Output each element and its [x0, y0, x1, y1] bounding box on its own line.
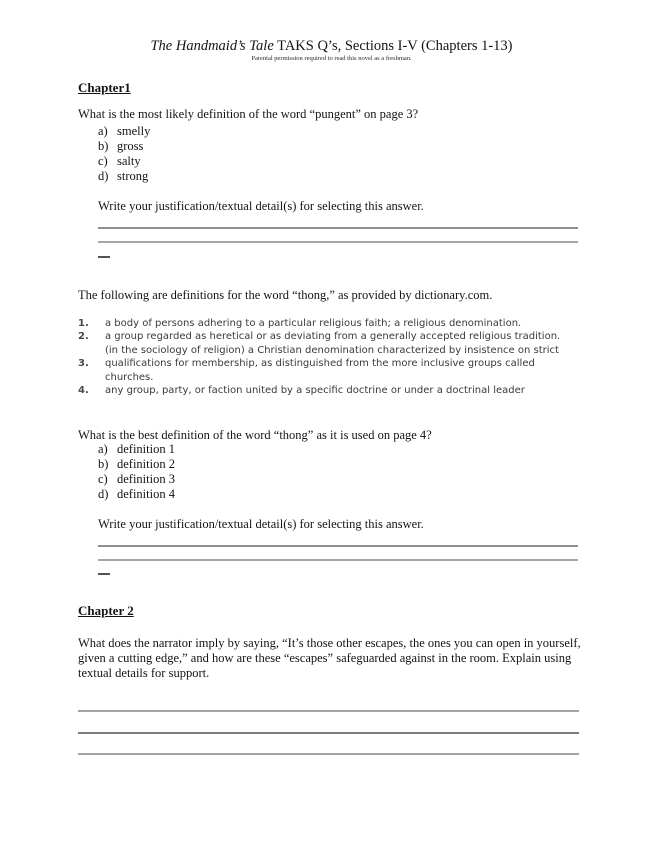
- definitions-intro: The following are definitions for the word “thong,” as provided by dictionary.com.: [78, 288, 493, 302]
- option-letter: a): [98, 124, 108, 138]
- answer-blank-line: [98, 559, 578, 561]
- option-letter: c): [98, 153, 108, 168]
- option-letter: a): [98, 442, 108, 456]
- chapter2-heading: Chapter 2: [78, 603, 134, 618]
- option-label: strong: [117, 168, 149, 183]
- justification-prompt-1: Write your justification/textual detail(s) for selecting this answer.: [98, 199, 424, 213]
- document-title-rest: TAKS Q’s, Sections I-V (Chapters 1-13): [273, 38, 513, 54]
- option-label: gross: [117, 138, 144, 153]
- definition-text: a body of persons adhering to a particular religious faith; a religious denomination.: [105, 318, 522, 329]
- definition-text: (in the sociology of religion) a Christian denomination characterized by insistence on strict qualifications for membership, as distinguished from the more inclusive groups called churches.: [105, 344, 559, 383]
- option-letter: d): [98, 168, 109, 183]
- option-label: definition 4: [117, 486, 175, 501]
- option-label: smelly: [117, 124, 151, 138]
- chapter1-question2: What is the best definition of the word “thong” as it is used on page 4?: [78, 428, 432, 442]
- definition-text: a group regarded as heretical or as deviating from a generally accepted religious tradition.: [105, 331, 561, 343]
- answer-option-b: [98, 139, 150, 154]
- chapter2-question: What does the narrator imply by saying, “It’s those other escapes, the ones you can open in yourself, given a cutting edge,” and how are these “escapes” safeguarded against in the room. Explain using textual details for support.: [78, 636, 581, 681]
- definition-number: 1.: [78, 318, 89, 329]
- definition-number: 4.: [78, 385, 89, 397]
- answer-blank-line: [78, 710, 579, 712]
- document-title: [0, 38, 663, 55]
- option-letter: b): [98, 138, 109, 153]
- definition-number: 3.: [78, 358, 89, 370]
- answer-option-a: [98, 442, 175, 457]
- option-letter: c): [98, 471, 108, 486]
- answer-option-c: [98, 472, 175, 487]
- definitions-list: [78, 317, 586, 397]
- answer-blank-line: [78, 732, 579, 734]
- question1-options: [98, 124, 150, 184]
- answer-line-stub: [98, 573, 110, 575]
- definition-item-4: [78, 384, 586, 397]
- option-label: definition 1: [117, 442, 175, 456]
- chapter1-question1: What is the most likely definition of the word “pungent” on page 3?: [78, 107, 419, 121]
- chapter1-heading: Chapter1: [78, 80, 131, 95]
- answer-blank-line: [98, 227, 578, 229]
- answer-option-d: [98, 169, 150, 184]
- definition-number: 2.: [78, 331, 89, 343]
- option-label: definition 3: [117, 471, 175, 486]
- option-label: definition 2: [117, 456, 175, 471]
- option-letter: d): [98, 486, 109, 501]
- answer-blank-line: [98, 545, 578, 547]
- justification-prompt-2: Write your justification/textual detail(s) for selecting this answer.: [98, 517, 424, 531]
- definition-item-2: [78, 330, 586, 343]
- answer-option-b: [98, 457, 175, 472]
- document-subtitle: Parental permission required to read this novel as a freshman.: [251, 55, 412, 62]
- definition-item-1: [78, 317, 586, 330]
- option-label: salty: [117, 153, 141, 168]
- definition-item-3: [78, 344, 586, 384]
- answer-blank-line: [98, 241, 578, 243]
- option-letter: b): [98, 456, 109, 471]
- answer-blank-line: [78, 753, 579, 755]
- document-title-book-name: The Handmaid’s Tale: [150, 38, 274, 54]
- question2-options: [98, 442, 175, 502]
- definition-text: any group, party, or faction united by a specific doctrine or under a doctrinal leader: [105, 385, 525, 397]
- answer-option-d: [98, 487, 175, 502]
- answer-line-stub: [98, 256, 110, 258]
- answer-option-a: [98, 124, 150, 139]
- answer-option-c: [98, 154, 150, 169]
